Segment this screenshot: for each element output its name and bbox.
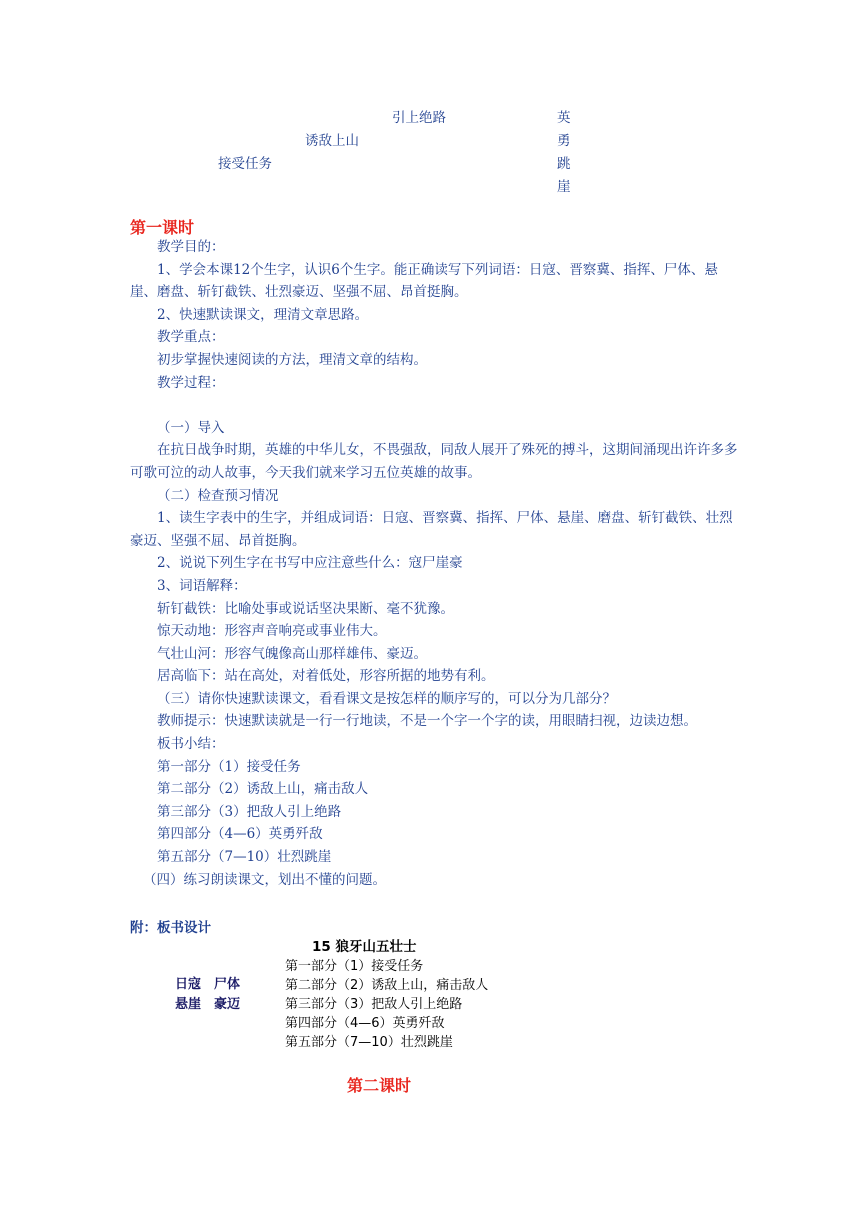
lesson1-paragraph: 2、说说下列生字在书写中应注意些什么：寇尸崖豪 [157,555,463,572]
lesson1-paragraph: 3、词语解释： [157,577,247,594]
diagram-vertical-char: 勇 [557,133,571,149]
lesson1-paragraph: （四）练习朗读课文，划出不懂的问题。 [143,871,386,888]
diagram-vertical-char: 跳 [557,156,571,172]
lesson1-paragraph: 居高临下：站在高处，对着低处，形容所据的地势有利。 [157,668,495,685]
lesson1-paragraph: 1、学会本课12个生字，认识6个生字。能正确读写下列词语：日寇、晋察冀、指挥、尸体、悬崖、磨盘、斩钉截铁、壮烈豪迈、坚强不屈、昂首挺胸。 [130,261,718,301]
lesson1-paragraph: 第五部分（7—10）壮烈跳崖 [157,849,332,866]
lesson2-title: 第二课时 [347,1076,412,1095]
lesson1-title: 第一课时 [130,218,195,237]
lesson1-paragraph: 教学目的： [157,239,225,255]
lesson1-paragraph: 板书小结： [157,736,225,753]
board-part: 第四部分（4—6）英勇歼敌 [285,1016,445,1031]
appendix-label: 附：板书设计 [130,920,211,936]
board-part: 第一部分（1）接受任务 [285,959,424,974]
board-part: 第三部分（3）把敌人引上绝路 [285,997,463,1012]
lesson1-paragraph: 1、读生字表中的生字，并组成词语：日寇、晋察冀、指挥、尸体、悬崖、磨盘、斩钉截铁、壮烈豪迈、坚强不屈、昂首挺胸。 [130,510,733,549]
lesson1-paragraph: 惊天动地：形容声音响亮或事业伟大。 [157,623,387,640]
lesson1-paragraph: 第一部分（1）接受任务 [157,758,301,775]
diagram-step-3: 引上绝路 [392,110,446,126]
lesson1-paragraph: 第三部分（3）把敌人引上绝路 [157,803,342,820]
lesson1-paragraph [130,394,740,417]
diagram-vertical-char: 英 [557,110,571,126]
board-part: 第五部分（7—10）壮烈跳崖 [285,1035,453,1050]
lesson1-paragraph: 第四部分（4—6）英勇歼敌 [157,826,323,843]
lesson1-paragraph: （一）导入 [157,419,225,436]
board-vocab-row: 日寇 尸体 [175,977,241,992]
diagram-step-1: 接受任务 [218,156,272,172]
diagram-step-2: 诱敌上山 [305,133,359,149]
lesson1-paragraph: 斩钉截铁：比喻处事或说话坚决果断、毫不犹豫。 [157,600,454,617]
board-vocab-row: 悬崖 豪迈 [175,997,241,1012]
lesson1-paragraph: 初步掌握快速阅读的方法，理清文章的结构。 [157,351,427,368]
lesson1-paragraph: 2、快速默读课文，理清文章思路。 [157,306,369,323]
lesson1-paragraph: 教师提示：快速默读就是一行一行地读，不是一个字一个字的读，用眼睛扫视，边读边想。 [157,713,697,730]
lesson1-paragraph: （三）请你快速默读课文，看看课文是按怎样的顺序写的，可以分为几部分？ [157,690,616,707]
board-design [175,935,535,1050]
board-part: 第二部分（2）诱敌上山，痛击敌人 [285,978,489,993]
lesson1-paragraph: 气壮山河：形容气魄像高山那样雄伟、豪迈。 [157,645,427,662]
lesson1-body [130,236,740,891]
diagram-vertical-char: 崖 [557,179,571,195]
lesson1-paragraph: 在抗日战争时期，英雄的中华儿女，不畏强敌，同敌人展开了殊死的搏斗，这期间涌现出许许多多可歌可泣的动人故事，今天我们就来学习五位英雄的故事。 [130,442,738,481]
lesson1-paragraph: 教学重点： [157,329,225,346]
lesson1-paragraph: 教学过程： [157,374,225,391]
board-title: 15 狼牙山五壮士 [312,939,417,955]
lesson1-paragraph: 第二部分（2）诱敌上山，痛击敌人 [157,781,369,798]
lesson1-paragraph: （二）检查预习情况 [157,487,279,504]
